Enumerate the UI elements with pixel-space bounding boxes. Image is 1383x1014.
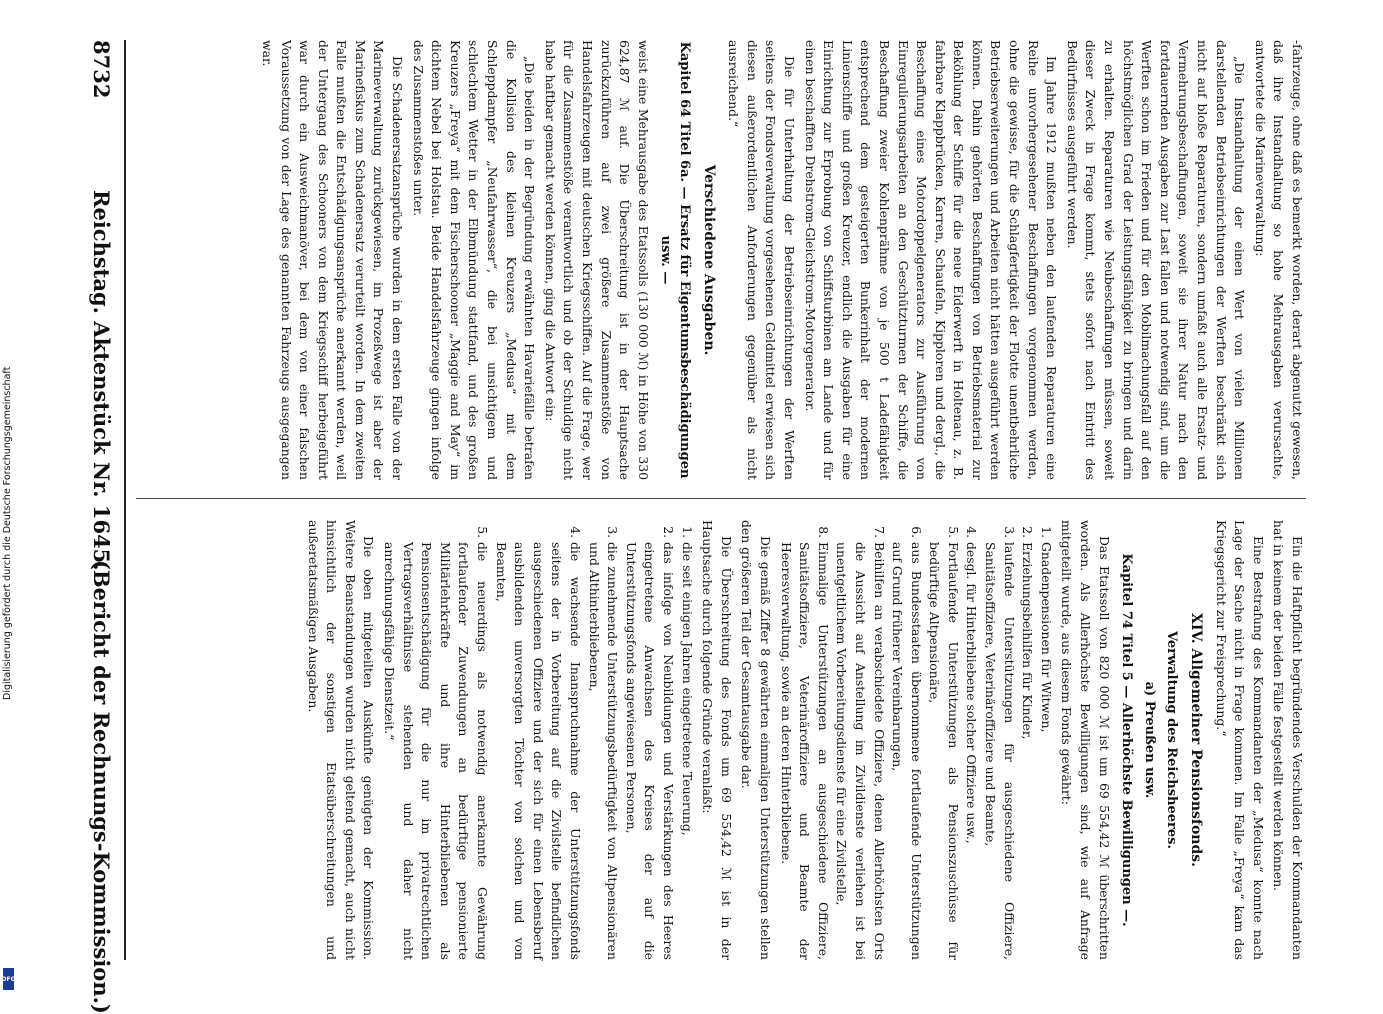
kapitel-heading: Kapitel 64 Titel 6a. — Ersatz für Eigentumsbeschädigungen usw. — <box>658 41 692 479</box>
list-item: 3. die zunehmende Unterstützungsbedürftigkeit von Altpensionären und Althinterbliebenen, <box>584 542 621 960</box>
reason-list <box>380 520 696 960</box>
paragraph: „Die Instandhaltung der einen Wert von vielen Millionen darstellenden Betriebseinrichtungen der Werften beschränkt sich nicht auf bloße Reparaturen, sondern umfaßt auch alle Ersatz- und Vermehrungsbeschaffungen, soweit sie ihrer Natur nach den fortdauernden Ausgaben zur Last fallen und notwendig sind, um die Werften schon im Frieden und für den Mobilmachungsfall auf den höchstmöglichen Grad der Leistungsfähigkeit zu bringen und darin zu erhalten. Reparaturen wie Neubeschaffungen müssen, soweit dieser Zweck in Frage kommt, stets sofort nach Eintritt des Bedürfnisses ausgeführt werden. <box>1064 40 1248 480</box>
paragraph: Die für Unterhaltung der Betriebseinrichtungen der Werften seitens der Fondsverwaltung vorgesehenen Geldmittel erwiesen sich diesen außerordentlichen Anforderungen gegenüber als nicht ausreichend.“ <box>726 40 797 480</box>
list-item: 8. Einmalige Unterstützungen an ausgeschiedene Offiziere, Sanitätsoffiziere, Veterinäroffiziere und Beamte der Heeresverwaltung, sowie an deren Hinterbliebene. <box>776 542 832 960</box>
header-subtitle: (Bericht der Rechnungs-Kommission.) <box>89 560 114 1014</box>
page-content <box>46 0 1336 1014</box>
section-heading: Verschiedene Ausgaben. <box>700 164 717 356</box>
rotated-page <box>46 0 1336 1014</box>
list-item: 5. die neuerdings als notwendig anerkannte Gewährung fortlaufender Zuwendungen an bedürftige pensionierte Militärlehrkräfte und ihre Hinterbliebenen als Pensionsentschädigung für die nur im privatrechtlichen Vertragsverhältnisse stehenden und daher nicht anrechnungsfähige Dienstzeit.“ <box>380 542 492 960</box>
left-column <box>136 40 1306 480</box>
paragraph: Ein die Haftpflicht begründendes Verschulden der Kommandanten hat in keinem der beiden Fälle festgestellt werden können. <box>1271 520 1305 960</box>
list-item: 5. Fortlaufende Unterstützungen als Pensionszuschüsse für bedürftige Altpensionäre, <box>925 542 962 960</box>
grant-list <box>776 520 1055 960</box>
paragraph: Die gemäß Ziffer 8 gewährten einmaligen Unterstützungen stellen den größeren Teil der Gesamtausgabe dar. <box>739 520 773 960</box>
digitization-note: Digitalisierung gefördert durch die Deutsche Forschungsgemeinschaft <box>2 366 13 700</box>
list-item: 3. laufende Unterstützungen für ausgeschiedene Offiziere, Sanitätsoffiziere, Veterinäroffiziere und Beamte, <box>981 542 1018 960</box>
page-number: 8732 <box>89 40 114 99</box>
section-heading: XIV. Allgemeiner Pensionsfonds. <box>1188 612 1205 868</box>
paragraph: Die Schadenersatzansprüche wurden in dem ersten Falle von der Marineverwaltung zurückgewiesen, im Prozeßwege ist aber der Marinefiskus zum Schadenersatz verurteilt worden. In dem zweiten Falle mußten die Entschädigungsansprüche anerkannt werden, weil der Untergang des Schooners von dem Kriegsschiff herbeigeführt war durch ein Ausweichmanöver, bei dem von einer falschen Voraussetzung von der Lage des genannten Fahrzeugs ausgegangen war. <box>259 40 406 480</box>
paragraph: Die oben mitgeteilten Auskünfte genügten der Kommission. Weitere Beanstandungen wurden nicht geltend gemacht, auch nicht hinsichtlich der sonstigen Etatsüberschreitungen und außeretatsmäßigen Ausgaben. <box>305 520 377 960</box>
list-item: 4. desgl. für Hinterbliebene solcher Offiziere usw., <box>962 542 981 960</box>
paragraph: weist eine Mehrausgabe des Etatssolls (130 000 ℳ) in Höhe von 330 624,87 ℳ auf. Die Überschreitung ist in der Hauptsache zurückzuführen auf zwei größere Zusammenstöße von Handelsfahrzeugen mit deutschen Kriegsschiffen. Auf die Frage, wer für die Zusammenstöße verantwortlich und ob der Schuldige nicht habe haftbar gemacht werden können, ging die Antwort ein: <box>542 40 651 480</box>
dfg-logo: DFG <box>3 968 14 990</box>
paragraph: Eine Bestrafung des Kommandanten der „Medusa“ konnte nach Lage der Sache nicht in Frage kommen. Im Falle „Freya“ kam das Kriegsgericht zur Freisprechung.“ <box>1213 520 1266 960</box>
header-rule <box>124 40 126 960</box>
kapitel-heading: Kapitel 74 Titel 5 — Allerhöchste Bewilligungen —. <box>1119 553 1135 927</box>
paragraph: „Die beiden in der Begründung erwähnten Havariefälle betrafen die Kollision des kleinen Kreuzers „Medusa“ mit dem Schleppdampfer „Neufahrwasser“, die bei unsichtigem und schlechtem Wetter in der Elbmündung stattfand, und des großen Kreuzers „Freya“ mit dem Fischerschooner „Maggie and May“ im dichtem Nebel bei Holstau. Beide Handelsfahrzeuge gingen infolge des Zusammenstoßes unter. <box>410 40 538 480</box>
list-item: 6. aus Bundesstaaten übernommene fortlaufende Unterstützungen auf Grund früherer Vereinbarungen, <box>888 542 925 960</box>
list-item: 2. Erziehungsbeihilfen für Kinder, <box>1018 542 1037 960</box>
right-column <box>136 520 1306 960</box>
column-divider <box>136 498 1306 499</box>
list-item: 1. die seit einigen Jahren eingetretene Teuerung, <box>677 542 696 960</box>
subsection-heading: a) Preußen usw. <box>1141 681 1157 799</box>
subsection-heading: Verwaltung des Reichsheeres. <box>1164 631 1180 849</box>
list-item: 4. die wachsende Inanspruchnahme der Unterstützungsfonds seitens der in Vorbereitung auf die Zivilstelle befindlichen ausgeschiedenen Offiziere und der sich für einen Lebensberuf ausbildenden unversorgten Töchter von solchen und von Beamten, <box>491 542 584 960</box>
paragraph: -fahrzeuge, ohne daß es bemerkt worden, derart abgenutzt gewesen, daß ihre Instandhaltung so hohe Mehrausgaben verursachte, antwortete die Marineverwaltung: <box>1252 40 1305 480</box>
paragraph: Im Jahre 1912 mußten neben den laufenden Reparaturen eine Reihe unvorhergesehener Beschaffungen vorgenommen werden, ohne die gewisse, für die Schlagfertigkeit der Flotte unentbehrliche Betriebserweiterungen und Arbeiten nicht hätten ausgeführt werden können. Dahin gehörten Beschaffungen von Betriebsmaterial zur Beköhlung der Schiffe für die neue Eiderwerft in Holtenau, z. B. fahrbare Klappbrücken, Karren, Schaufeln, Kipploren und dergl., die Beschaffung eines Motordoppelgenerators zur Ausführung von Einregulierungsarbeiten an den Geschützturmen der Schiffe, die Beschaffung zweier Kohlenprähme von je 500 t Ladefähigkeit entsprechend dem gesteigerten Bunkerinhalt der modernen Linienschiffe und großen Kreuzer, endlich die Ausgaben für eine Einrichtung zur Erprobung von Schiffsturbinen am Lande und für einen beschafften Drehstrom-Gleichstrom-Motorgenerator. <box>802 40 1060 480</box>
list-item: 1. Gnadenpensionen für Witwen, <box>1036 542 1055 960</box>
header-title: Reichstag. Aktenstück Nr. 1645. <box>89 190 114 571</box>
list-item: 7. Beihilfen an verabschiedete Offiziere, denen Allerhöchsten Orts die Aussicht auf Anstellung im Zivildienste verliehen ist bei unentgeltlichem Vorbereitungsdienste für eine Zivilstelle, <box>832 542 888 960</box>
paragraph: Das Etatssoll von 820 000 ℳ ist um 69 554,42 ℳ überschritten worden. Als Allerhöchste Bewilligungen sind, wie auf Anfrage mitgeteilt wurde, aus diesem Fonds gewährt: <box>1059 520 1112 960</box>
paragraph: Die Überschreitung des Fonds um 69 554,42 ℳ ist in der Hauptsache durch folgende Gründe veranlaßt: <box>700 520 734 960</box>
page-header <box>74 40 114 1014</box>
list-item: 2. das infolge von Neubildungen und Verstärkungen des Heeres eingetretene Anwachsen des Kreises der auf die Unterstützungsfonds angewiesenen Personen, <box>621 542 677 960</box>
